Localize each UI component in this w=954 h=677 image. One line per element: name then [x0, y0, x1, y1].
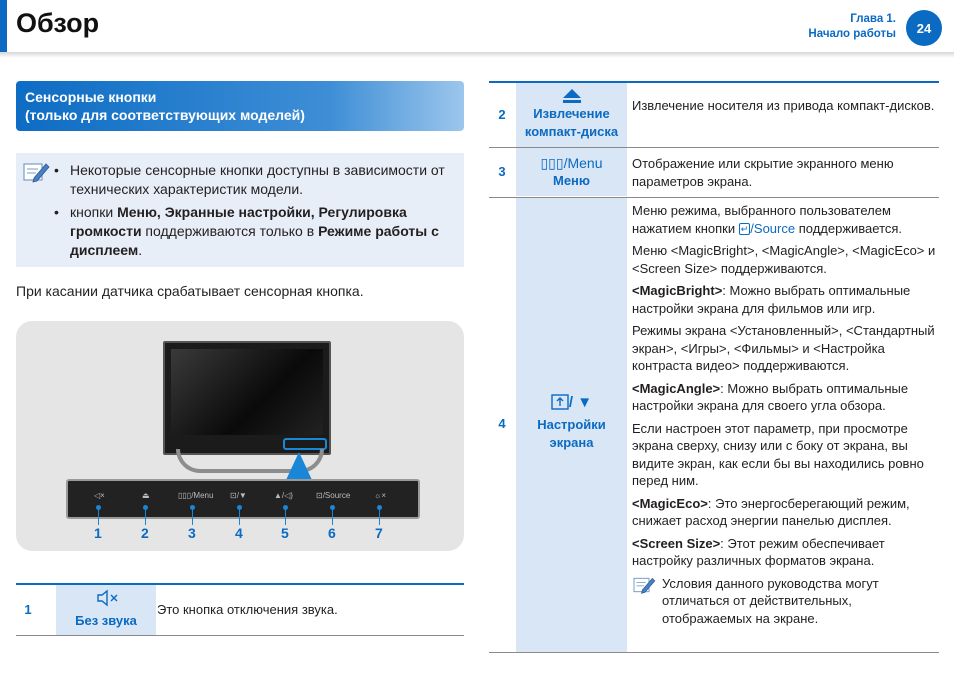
chapter-label	[808, 12, 896, 42]
panel-settings-label: ⊡/▼	[230, 491, 247, 500]
row-number: 1	[24, 602, 32, 617]
panel-eject-label: ⏏	[142, 491, 150, 500]
header-accent-bar	[0, 0, 7, 52]
touch-panel	[66, 479, 420, 519]
row-description: Это кнопка отключения звука.	[157, 602, 338, 617]
table-bottom-rule	[489, 652, 939, 653]
desc-paragraph: Меню режима, выбранного пользователем нажатием кнопки ↵ /Source поддерживается.	[632, 203, 903, 236]
panel-mute-label: ◁×	[94, 491, 105, 500]
row-number: 3	[498, 164, 506, 179]
row-icon-cell	[516, 198, 627, 652]
marker-line	[379, 507, 380, 525]
header-divider	[0, 52, 954, 58]
chapter-title: Начало работы	[808, 28, 896, 40]
settings-icon-label: / ▼	[516, 394, 627, 412]
marker-4: 4	[235, 525, 243, 541]
menu-icon-label: ▯▯▯/Menu	[540, 155, 603, 171]
row-description	[632, 202, 940, 627]
row-label: Настройки экрана	[537, 417, 606, 450]
row-description: Отображение или скрытие экранного меню параметров экрана.	[632, 156, 894, 189]
desc-paragraph: <MagicEco>: Это энергосберегающий режим, снижает расход энергии панелью дисплея.	[632, 495, 910, 528]
section-title: Сенсорные кнопки	[25, 89, 157, 105]
note-pencil-icon	[22, 160, 50, 184]
table-bottom-rule	[16, 635, 464, 636]
row-description: Извлечение носителя из привода компакт-дисков.	[632, 98, 935, 113]
row-note	[632, 575, 940, 628]
eject-icon	[561, 87, 583, 105]
desc-paragraph: <MagicAngle>: Можно выбрать оптимальные настройки экрана для своего угла обзора.	[632, 380, 909, 413]
bullet-marker: •	[54, 204, 59, 220]
desc-paragraph: Режимы экрана <Установленный>, <Стандартный экран>, <Игры>, <Фильмы> и <Настройка контраста видео> поддерживаются.	[632, 323, 935, 373]
marker-6: 6	[328, 525, 336, 541]
row-icon-cell	[516, 148, 627, 196]
bullet-marker: •	[54, 162, 59, 178]
monitor-illustration	[16, 321, 464, 551]
row-label: Меню	[552, 173, 590, 188]
note-text: Условия данного руководства могут отличаться от действительных, отображаемых на экране.	[662, 575, 879, 626]
row-number: 4	[498, 416, 506, 431]
table-row	[16, 585, 464, 635]
page-title: Обзор	[16, 8, 100, 38]
row-number: 2	[498, 107, 506, 122]
marker-line	[332, 507, 333, 525]
marker-7: 7	[375, 525, 383, 541]
row-icon-cell	[516, 83, 627, 147]
marker-line	[98, 507, 99, 525]
mute-icon	[96, 589, 120, 607]
panel-volume-label: ▲/◁)	[274, 491, 293, 500]
marker-5: 5	[281, 525, 289, 541]
intro-text: При касании датчика срабатывает сенсорная кнопка.	[16, 283, 364, 299]
panel-menu-label: ▯▯▯/Menu	[178, 491, 214, 500]
section-subtitle: (только для соответствующих моделей)	[25, 107, 305, 123]
desc-paragraph: <MagicBright>: Можно выбрать оптимальные настройки экрана для фильмов или игр.	[632, 283, 911, 316]
note-bullet-2: кнопки Меню, Экранные настройки, Регулировка громкости поддерживаются только в Режиме работы с дисплеем.	[70, 204, 439, 258]
row-icon-cell	[56, 585, 156, 635]
section-heading	[16, 81, 464, 131]
marker-line	[145, 507, 146, 525]
monitor-image	[163, 341, 331, 455]
row-label: Извлечение компакт-диска	[524, 106, 619, 139]
marker-2: 2	[141, 525, 149, 541]
monitor-screen	[171, 349, 323, 435]
panel-brightness-label: ☼×	[374, 491, 387, 500]
source-icon: ↵	[740, 223, 749, 234]
chapter-number: Глава 1.	[850, 13, 896, 25]
page-number-badge: 24	[906, 10, 942, 46]
marker-line	[192, 507, 193, 525]
panel-source-label: ⊡/Source	[316, 491, 351, 500]
note-box	[16, 153, 464, 267]
marker-line	[285, 507, 286, 525]
menu-icon: ▯▯▯	[540, 155, 564, 171]
desc-paragraph: Меню <MagicBright>, <MagicAngle>, <MagicEco> и <Screen Size> поддерживаются.	[632, 243, 936, 276]
marker-line	[239, 507, 240, 525]
row-label: Без звука	[75, 613, 137, 628]
desc-paragraph: <Screen Size>: Этот режим обеспечивает настройку различных форматов экрана.	[632, 535, 885, 568]
marker-1: 1	[94, 525, 102, 541]
note-pencil-icon	[632, 575, 656, 595]
note-bullet-1: Некоторые сенсорные кнопки доступны в зависимости от технических характеристик модели.	[70, 162, 445, 197]
marker-3: 3	[188, 525, 196, 541]
zoom-arrow	[286, 452, 312, 480]
desc-paragraph: Если настроен этот параметр, при просмотре экрана сверху, снизу или с боку от экрана, вы видите экран, как если бы вы находились ровно перед ним.	[632, 420, 924, 488]
enter-icon	[551, 394, 569, 410]
